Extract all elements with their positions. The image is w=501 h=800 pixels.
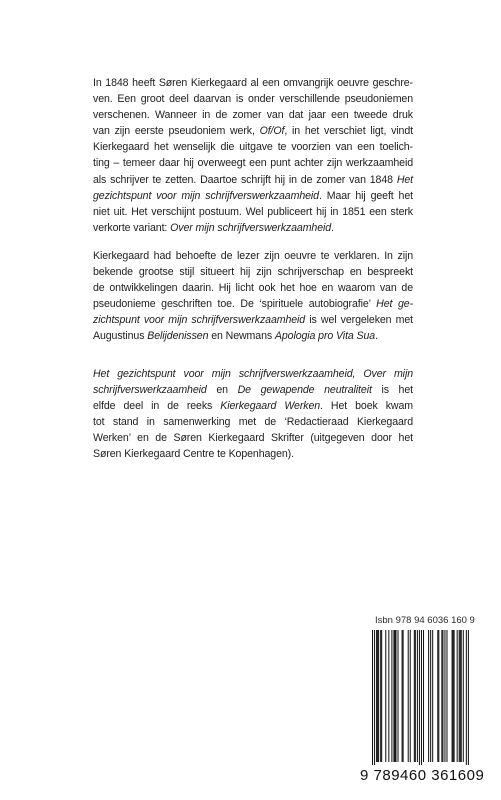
barcode-bar <box>377 630 378 762</box>
barcode-bar <box>402 630 403 762</box>
barcode-bar <box>417 630 418 762</box>
barcode-bar <box>394 630 395 762</box>
blurb-paragraph-2 <box>93 248 413 345</box>
text-line: Augustinus Belijdenissen en Newmans Apologia pro Vita Sua. <box>93 330 378 343</box>
text-line: Kierkegaard had behoefte de lezer zijn oeuvre te verklaren. In zijn <box>93 250 413 262</box>
barcode-bar <box>430 630 431 762</box>
italic-title: gezichtspunt voor mijn schrijfverswerkzaamheid <box>93 189 319 202</box>
barcode-bar <box>468 630 469 770</box>
text-line: ven. Een groot deel daarvan is onder verschillende pseudoniemen <box>93 93 413 106</box>
barcode-bar <box>452 630 453 762</box>
barcode-bar <box>414 630 415 762</box>
isbn-label: Isbn 978 94 6036 160 9 <box>375 615 475 626</box>
text-line: van zijn eerste pseudoniem werk, Of/Of, in het verschiet ligt, vindt <box>93 125 413 138</box>
barcode-bar <box>395 630 396 762</box>
text-line: In 1848 heeft Søren Kierkegaard al een omvangrijk oeuvre geschre- <box>93 77 413 89</box>
series-title: Kierkegaard Werken <box>220 400 321 413</box>
italic-title: Het ge- <box>376 298 413 311</box>
blurb-paragraph-3 <box>93 366 413 463</box>
barcode-bar <box>437 630 438 762</box>
text-line: als schrijver te zetten. Daartoe schrijft hij in de zomer van 1848 Het <box>93 173 413 186</box>
italic-title: schrijfverswerkzaamheid <box>93 384 207 397</box>
text-line: schrijfverswerkzaamheid en De gewapende neutraliteit is het <box>93 384 413 397</box>
italic-title: Apologia pro Vita Sua <box>274 330 376 343</box>
italic-title: Belijdenissen <box>147 330 209 343</box>
text-line: niet uit. Het verschijnt postuum. Wel publiceert hij in 1851 een sterk <box>93 205 413 218</box>
barcode-bar <box>419 630 420 770</box>
barcode-bar <box>461 630 462 762</box>
text-line: de ontwikkelingen daarin. Hij licht ook het hoe en waarom van de <box>93 282 413 295</box>
barcode-bar <box>415 630 416 762</box>
text-line: verkorte variant: Over mijn schrijfverswerkzaamheid. <box>93 221 334 234</box>
text-line: elfde deel in de reeks Kierkegaard Werken. Het boek kwam <box>93 400 413 413</box>
text-line: tot stand in samenwerking met de ‘Redactieraad Kierkegaard <box>93 416 413 429</box>
barcode-bar <box>466 630 467 770</box>
barcode-bar <box>374 630 375 770</box>
text-line: Werken’ en de Søren Kierkegaard Skrifter (uitgegeven door het <box>93 432 413 445</box>
barcode-bar <box>460 630 461 762</box>
text-line: Søren Kierkegaard Centre te Kopenhagen). <box>93 448 294 461</box>
barcode-bar <box>378 630 379 762</box>
text-line: pseudonieme geschriften toe. De ‘spirituele autobiografie’ Het ge- <box>93 298 413 311</box>
barcode-bar <box>372 630 373 770</box>
italic-title: De gewapende neutraliteit <box>237 384 372 397</box>
barcode-bar <box>441 630 442 762</box>
text-line: bekende grootse stijl situeert hij zijn schrijverschap en bespreekt <box>93 266 413 279</box>
barcode-bar <box>391 630 392 762</box>
barcode-bar <box>376 630 377 762</box>
italic-title: Het gezichtspunt voor mijn schrijfverswerkzaamheid, Over mijn <box>93 368 413 380</box>
barcode-bar <box>423 630 424 762</box>
barcode-bar <box>385 630 386 762</box>
text-line: verschenen. Wanneer in de zomer van dat jaar een tweede druk <box>93 109 413 122</box>
barcode-bar <box>388 630 389 762</box>
text-line: Kierkegaard het wenselijk die uitgave te voorzien van een toelich- <box>93 141 413 154</box>
barcode-bar <box>453 630 454 762</box>
barcode-bar <box>403 630 404 762</box>
barcode-bar <box>457 630 458 762</box>
barcode-bar <box>459 630 460 762</box>
barcode-bar <box>381 630 382 762</box>
barcode-bar <box>444 630 445 762</box>
barcode-bar <box>410 630 411 762</box>
blurb-paragraph-1 <box>93 75 413 236</box>
barcode-digits: 9 789460 361609 <box>360 765 475 787</box>
italic-title: Het <box>396 173 413 186</box>
text-line: gezichtspunt voor mijn schrijfverswerkzaamheid. Maar hij geeft het <box>93 189 413 202</box>
barcode-bar <box>442 630 443 762</box>
text-line: zichtspunt voor mijn schrijfverswerkzaamheid is wel vergeleken met <box>93 314 413 327</box>
barcode-bar <box>380 630 381 762</box>
barcode-bar <box>438 630 439 762</box>
barcode-bar <box>398 630 399 762</box>
text-line <box>93 366 413 382</box>
barcode-bar <box>428 630 429 762</box>
barcode-bar <box>454 630 455 762</box>
title-of-of: Of/Of <box>259 125 285 138</box>
italic-title: Over mijn schrijfverswerkzaamheid <box>170 221 332 234</box>
barcode-bar <box>393 630 394 762</box>
barcode-bar <box>421 630 422 770</box>
text-line: ting – temeer daar hij overweegt een punt achter zijn werkzaamheid <box>93 157 413 170</box>
barcode-bar <box>408 630 409 762</box>
barcode-bar <box>432 630 433 762</box>
barcode-bars <box>360 630 470 770</box>
barcode-bar <box>463 630 464 762</box>
italic-title: zichtspunt voor mijn schrijfverswerkzaamheid <box>93 314 306 327</box>
barcode-bar <box>446 630 447 762</box>
